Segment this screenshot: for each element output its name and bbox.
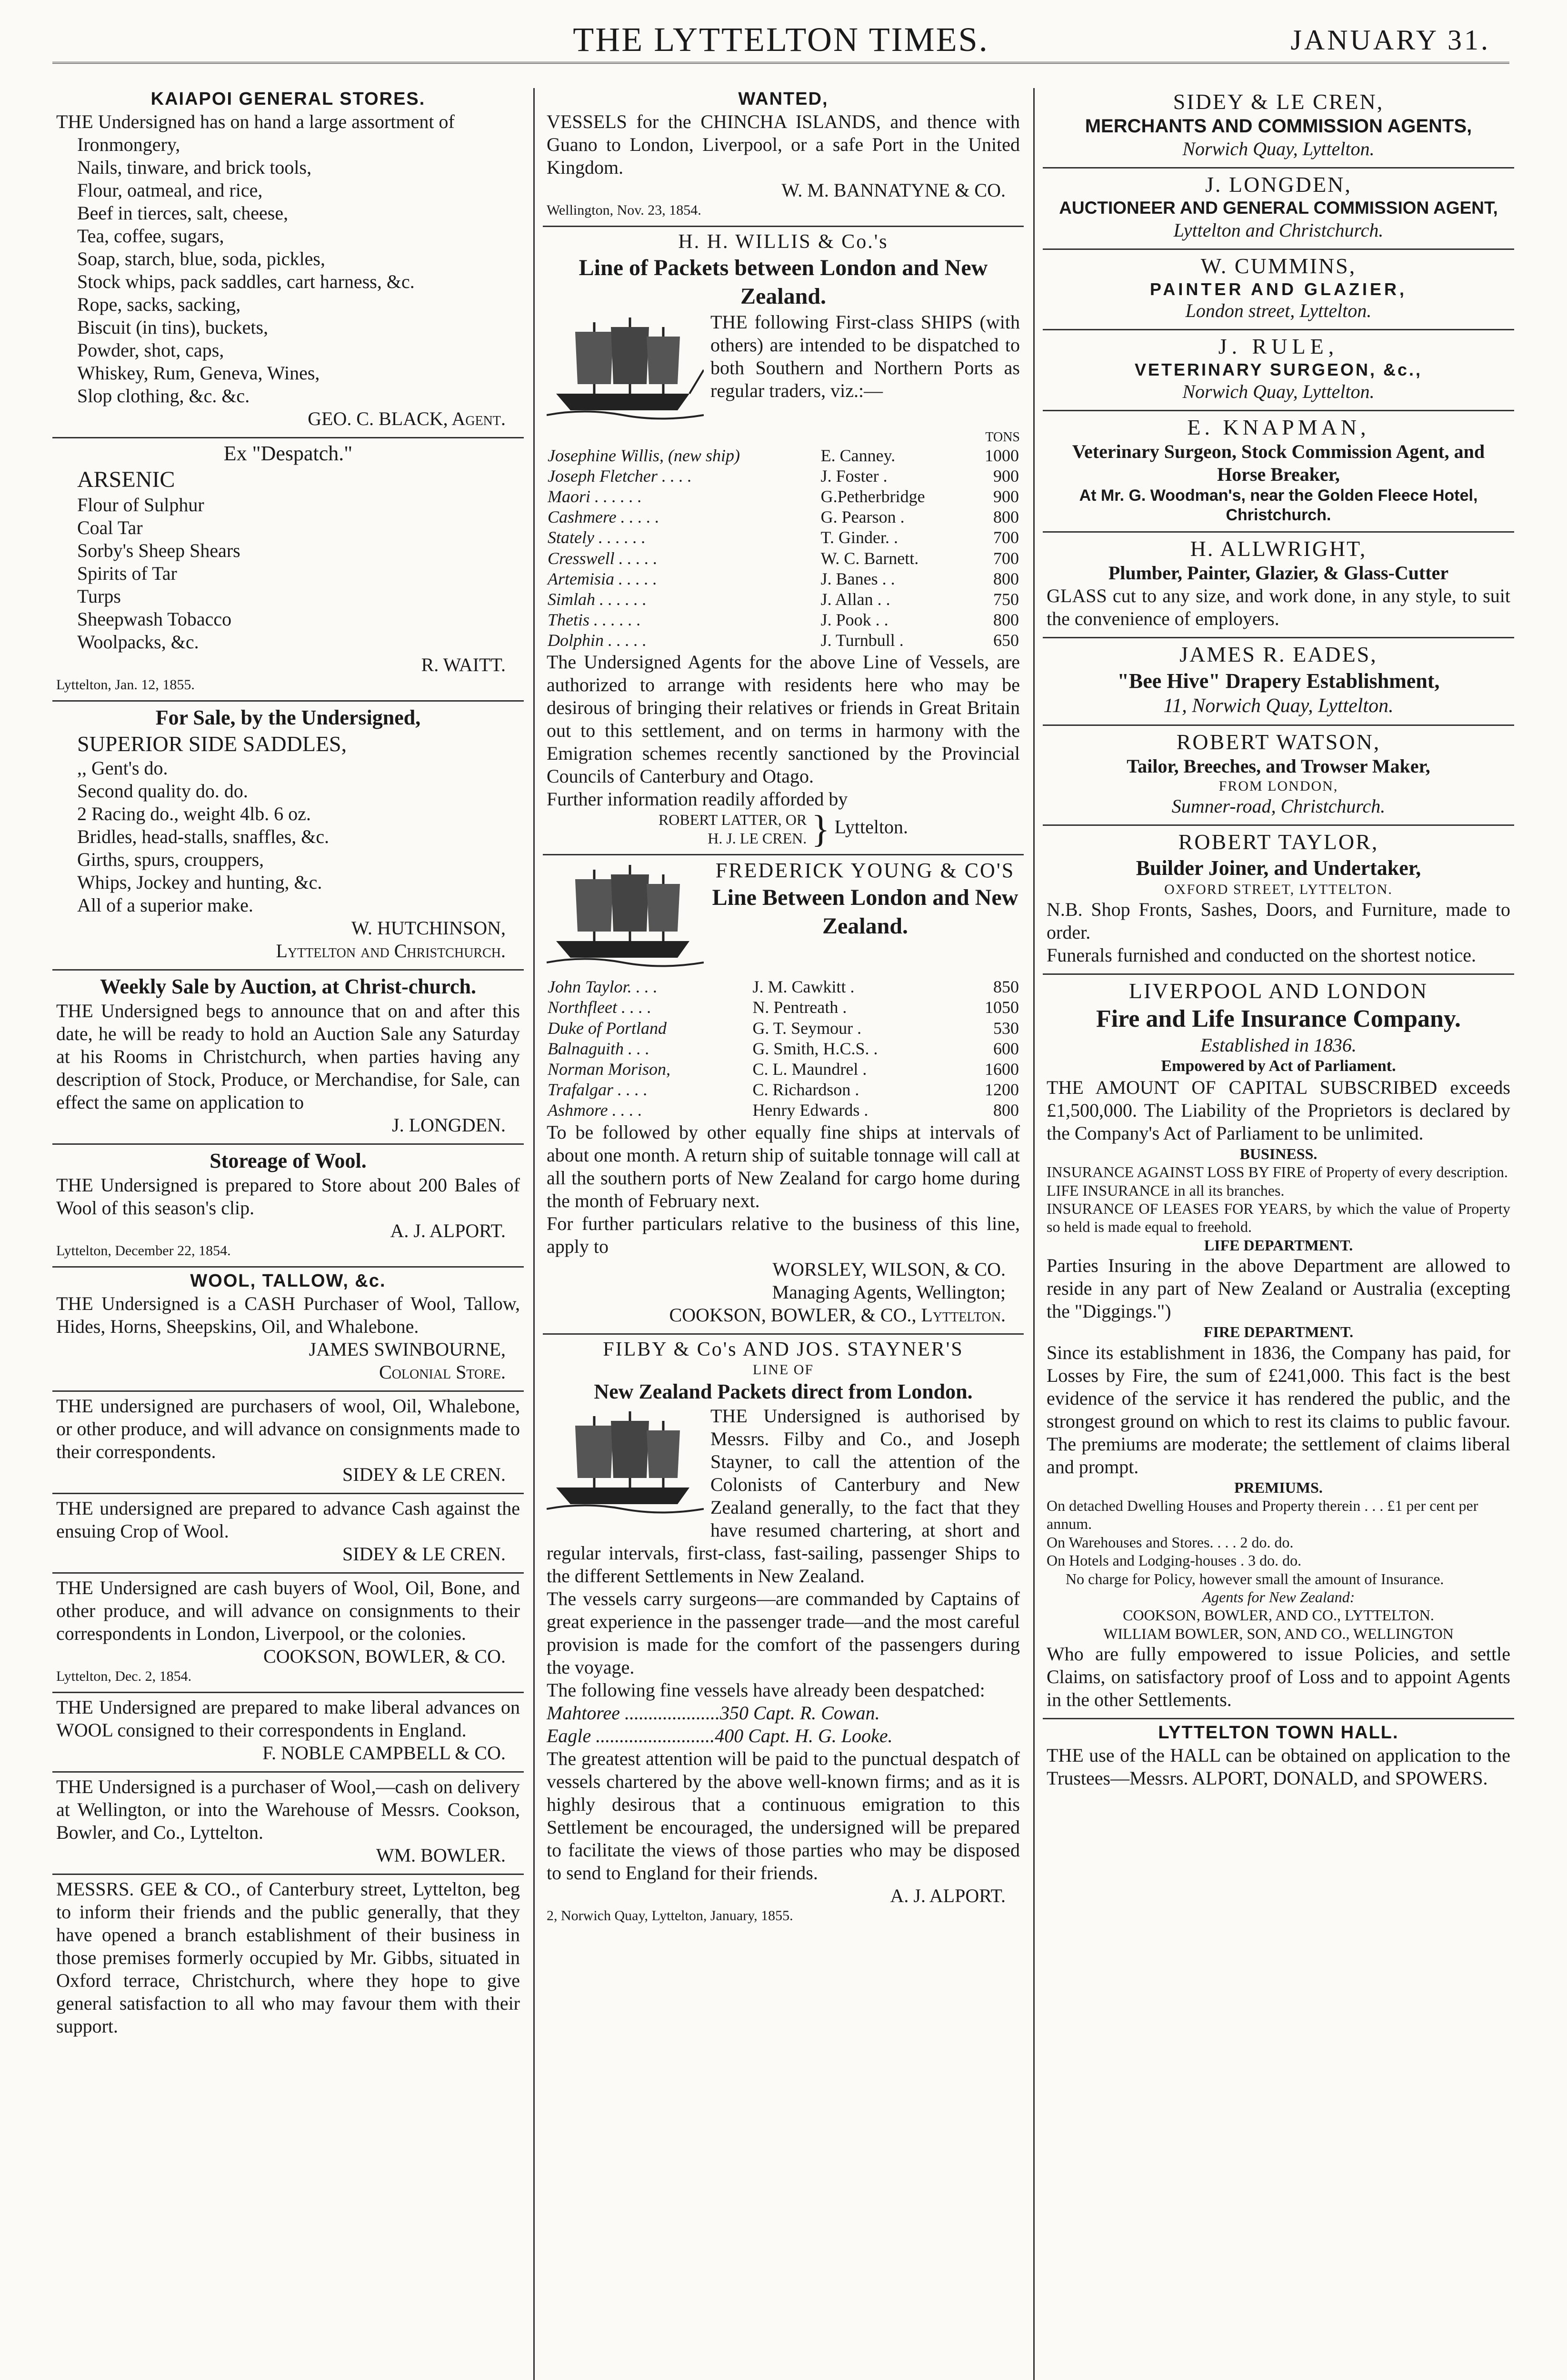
ad-eades xyxy=(1043,638,1514,726)
business-address: London street, Lyttelton. xyxy=(1185,300,1372,322)
ad-body: THE Undersigned are prepared to make liberal advances on WOOL consigned to their correspondents in England. xyxy=(56,1696,520,1741)
ship-name: Stately . . . . . . xyxy=(548,528,646,547)
ship-tons: 900 xyxy=(993,466,1019,486)
ad-body: The Undersigned Agents for the above Line of Vessels, are authorized to arrange with residents here who may be desirous of bringing their relatives or friends in Great Britain out to this settlement, and on terms in harmony with the Emigration schemes recently sanctioned by the Provincial Councils of Canterbury and Otago. xyxy=(547,651,1020,787)
list-item: Ironmongery, xyxy=(77,133,180,155)
ad-heading: KAIAPOI GENERAL STORES. xyxy=(150,89,426,109)
ad-cummins xyxy=(1043,250,1514,330)
ship-name: Balnaguith . . . xyxy=(548,1039,649,1058)
ad-filby-stayner xyxy=(543,1335,1024,1931)
list-item: Whips, Jockey and hunting, &c. xyxy=(77,872,322,893)
masthead-rule xyxy=(52,62,1509,64)
ship-master: G.Petherbridge xyxy=(820,486,925,506)
list-item: Second quality do. do. xyxy=(77,780,248,802)
ad-subheading: New Zealand Packets direct from London. xyxy=(594,1379,973,1403)
ad-signature: COOKSON, BOWLER, & CO. xyxy=(263,1645,506,1667)
ship-master: J. Turnbull . xyxy=(820,631,904,650)
ad-heading: Ex "Despatch." xyxy=(223,441,353,465)
ad-wool-tallow xyxy=(52,1268,524,1392)
ad-body: INSURANCE OF LEASES FOR YEARS, by which the value of Property so held is made equal to freehold. xyxy=(1047,1200,1510,1236)
list-item: Biscuit (in tins), buckets, xyxy=(77,316,269,338)
ad-body: THE Undersigned is a CASH Purchaser of Wool, Tallow, Hides, Horns, Sheepskins, Oil, and Whalebone. xyxy=(56,1292,520,1337)
ad-signature: W. HUTCHINSON, xyxy=(351,917,506,939)
ship-master: G. Smith, H.C.S. . xyxy=(752,1039,878,1058)
list-item: ARSENIC xyxy=(77,467,175,493)
ad-signature: Managing Agents, Wellington; xyxy=(772,1281,1006,1303)
ad-signature: F. NOBLE CAMPBELL & CO. xyxy=(262,1742,506,1764)
ship-name: Artemisia . . . . . xyxy=(548,569,657,588)
ship-master: G. Pearson . xyxy=(820,507,905,527)
ad-auction xyxy=(52,971,524,1145)
list-item: Rope, sacks, sacking, xyxy=(77,293,241,315)
ad-heading: Storeage of Wool. xyxy=(210,1149,367,1173)
ship-table xyxy=(547,977,1020,1121)
ad-kaiapoi-stores xyxy=(52,86,524,438)
business-trade: Plumber, Painter, Glazier, & Glass-Cutter xyxy=(1108,562,1449,584)
ad-rule xyxy=(1043,330,1514,411)
business-name: J. LONGDEN, xyxy=(1205,172,1352,197)
ad-subheading: Line Between London and New Zealand. xyxy=(712,885,1018,939)
premium-note: No charge for Policy, however small the amount of Insurance. xyxy=(1066,1570,1444,1587)
business-trade: PAINTER AND GLAZIER, xyxy=(1150,279,1407,299)
ad-watson xyxy=(1043,726,1514,826)
ship-name: Northfleet . . . . xyxy=(548,998,651,1017)
ad-willis-line xyxy=(543,227,1024,856)
ad-wanted-vessels xyxy=(543,86,1024,227)
ad-body: THE Undersigned is authorised by Messrs. Filby and Co., and Joseph Stayner, to call the attention of the Colonists of Canterbury and New Zealand generally, to the fact that they have resumed chartering, at short and regular intervals, first-class, fast-sailing, passenger Ships to the different Settlements in New Zealand. xyxy=(547,1405,1020,1587)
business-trade: VETERINARY SURGEON, &c., xyxy=(1134,360,1423,380)
list-item: 2 Racing do., weight 4lb. 6 oz. xyxy=(77,803,311,825)
table-row xyxy=(547,486,1020,507)
table-row xyxy=(547,569,1020,589)
ad-knapman xyxy=(1043,411,1514,533)
list-item: Stock whips, pack saddles, cart harness, &c. xyxy=(77,270,415,292)
ad-cookson-buyers xyxy=(52,1574,524,1693)
ship-tons: 800 xyxy=(993,569,1019,588)
ship-master: C. Richardson . xyxy=(752,1080,859,1100)
ad-insurance xyxy=(1043,975,1514,1719)
list-item: Soap, starch, blue, soda, pickles, xyxy=(77,248,325,269)
ad-young-line xyxy=(543,855,1024,1334)
premium-row: On Warehouses and Stores. . . . 2 do. do. xyxy=(1047,1533,1294,1551)
table-row xyxy=(547,589,1020,610)
ship-tons: 850 xyxy=(993,977,1019,997)
ship-tons: 800 xyxy=(993,1101,1019,1120)
ad-heading: LIVERPOOL AND LONDON xyxy=(1128,979,1428,1003)
business-name: SIDEY & LE CREN, xyxy=(1173,89,1384,114)
ad-signature: GEO. C. BLACK, Agent. xyxy=(308,407,506,429)
business-trade: Veterinary Surgeon, Stock Commission Agent, and Horse Breaker, xyxy=(1072,440,1485,485)
list-item: Spirits of Tar xyxy=(77,562,177,584)
ad-gee xyxy=(52,1875,524,2044)
ad-body: VESSELS for the CHINCHA ISLANDS, and thence with Guano to London, Liverpool, or a safe Port in the United Kingdom. xyxy=(547,110,1020,178)
ad-subheading: LINE OF xyxy=(752,1361,814,1378)
ad-body: Who are fully empowered to issue Policies, and settle Claims, on satisfactory proof of Loss and to appoint Agents in the other Settlements. xyxy=(1047,1643,1510,1711)
table-row xyxy=(547,548,1020,569)
column-1 xyxy=(52,86,524,2380)
list-item: Coal Tar xyxy=(77,516,143,538)
ad-heading: FILBY & Co's AND JOS. STAYNER'S xyxy=(603,1338,964,1360)
list-item: All of a superior make. xyxy=(77,894,253,916)
ad-body: THE Undersigned is prepared to Store about 200 Bales of Wool of this season's clip. xyxy=(56,1174,520,1219)
ad-body: The vessels carry surgeons—are commanded by Captains of great experience in the passenger trade—and the most careful provision is made for the comfort of the passengers during the voyage. xyxy=(547,1587,1020,1678)
ad-bowler xyxy=(52,1773,524,1875)
ship-table xyxy=(547,446,1020,651)
table-row xyxy=(547,1018,1020,1039)
ship-name: Cresswell . . . . . xyxy=(548,548,658,568)
ad-signature-place: Lyttelton and Christchurch. xyxy=(276,940,506,962)
ship-master: J. Pook . . xyxy=(820,610,888,630)
ad-body: THE use of the HALL can be obtained on application to the Trustees—Messrs. ALPORT, DONALD, and SPOWERS. xyxy=(1047,1744,1510,1789)
ad-heading: Weekly Sale by Auction, at Christ-church. xyxy=(100,975,476,999)
ad-signature: J. LONGDEN. xyxy=(392,1114,506,1136)
ship-tons: 1200 xyxy=(985,1080,1019,1100)
list-item: Nails, tinware, and brick tools, xyxy=(77,156,312,178)
ship-name: Norman Morison, xyxy=(548,1059,671,1079)
business-address: Norwich Quay, Lyttelton. xyxy=(1182,138,1375,160)
agents-block xyxy=(547,808,1020,850)
business-name: ROBERT WATSON, xyxy=(1176,730,1381,754)
business-address: At Mr. G. Woodman's, near the Golden Fleece Hotel, Christchurch. xyxy=(1079,486,1478,524)
agent-name: WILLIAM BOWLER, SON, AND CO., WELLINGTON xyxy=(1103,1625,1454,1642)
ad-body: THE Undersigned has on hand a large assortment of xyxy=(56,110,455,132)
ship-tons: 530 xyxy=(993,1018,1019,1038)
ship-tons: 1600 xyxy=(985,1059,1019,1079)
ad-heading: WANTED, xyxy=(738,89,828,109)
premium-rate: £1 per cent per annum. xyxy=(1047,1497,1478,1533)
business-address: Sumner-road, Christchurch. xyxy=(1171,795,1386,817)
list-item: Powder, shot, caps, xyxy=(77,339,224,361)
ship-master: J. Allan . . xyxy=(820,589,890,609)
ad-body: THE Undersigned is a purchaser of Wool,—cash on delivery at Wellington, or into the Warehouse of Messrs. Cookson, Bowler, and Co., Lyttelton. xyxy=(56,1775,520,1843)
ship-tons: 800 xyxy=(993,507,1019,527)
business-name: JAMES R. EADES, xyxy=(1179,642,1377,667)
agent-name: ROBERT LATTER, OR xyxy=(658,811,807,829)
list-item: Girths, spurs, crouppers, xyxy=(77,849,264,871)
ship-name: Thetis . . . . . . xyxy=(548,610,641,630)
ship-name: Josephine Willis, (new ship) xyxy=(548,446,740,465)
list-item: Flour of Sulphur xyxy=(77,494,204,516)
ad-dateline: Lyttelton, December 22, 1854. xyxy=(56,1243,231,1259)
ad-body: To be followed by other equally fine ships at intervals of about one month. A return ship of suitable tonnage will call at all the southern ports of New Zealand for cargo home during the month of February next. xyxy=(547,1121,1020,1211)
agent-name: H. J. LE CREN. xyxy=(708,829,807,847)
ad-body: THE undersigned are prepared to advance Cash against the ensuing Crop of Wool. xyxy=(56,1497,520,1542)
ad-subheading: Line of Packets between London and New Zealand. xyxy=(579,255,988,309)
ad-signature: WM. BOWLER. xyxy=(376,1844,506,1866)
list-item: Sorby's Sheep Shears xyxy=(77,539,240,561)
ad-body: MESSRS. GEE & CO., of Canterbury street, Lyttelton, beg to inform their friends and the public generally, that they have opened a branch establishment of their business in those premises formerly occupied by Mr. Gibbs, situated in Oxford terrace, Christchurch, where they hope to give general satisfaction to all who may favour them with their support. xyxy=(56,1878,520,2037)
ship-master: J. Banes . . xyxy=(820,569,895,588)
list-item: SUPERIOR SIDE SADDLES, xyxy=(77,731,347,756)
table-row xyxy=(547,527,1020,548)
ad-body: Further information readily afforded by xyxy=(547,788,848,810)
tons-label: TONS xyxy=(985,429,1020,445)
table-row xyxy=(547,977,1020,997)
business-address: Lyttelton and Christchurch. xyxy=(1173,219,1384,241)
business-name: W. CUMMINS, xyxy=(1200,253,1357,278)
ad-taylor xyxy=(1043,826,1514,975)
ad-body: The following fine vessels have already been despatched: xyxy=(547,1679,985,1701)
table-row xyxy=(547,466,1020,486)
ship-tons: 650 xyxy=(993,631,1019,650)
table-row xyxy=(547,630,1020,651)
ship-master: E. Canney. xyxy=(820,446,896,465)
ad-heading: FREDERICK YOUNG & CO'S xyxy=(715,859,1015,883)
empowered-line: Empowered by Act of Parliament. xyxy=(1161,1057,1396,1075)
ship-name: Dolphin . . . . . xyxy=(548,631,647,650)
business-address: 11, Norwich Quay, Lyttelton. xyxy=(1163,694,1394,717)
business-origin: FROM LONDON, xyxy=(1218,778,1338,794)
agent-name: COOKSON, BOWLER, AND CO., LYTTELTON. xyxy=(1123,1606,1434,1624)
ad-body: Parties Insuring in the above Department are allowed to reside in any part of New Zealand or Australia (excepting the "Diggings.") xyxy=(1047,1255,1510,1322)
item-list xyxy=(56,133,520,407)
column-2 xyxy=(543,86,1024,2380)
ship-tons: 800 xyxy=(993,610,1019,630)
brace-glyph: } xyxy=(811,808,830,850)
ship-entry: Eagle .........................400 Capt. H. G. Looke. xyxy=(547,1725,893,1746)
section-label: LIFE DEPARTMENT. xyxy=(1204,1236,1353,1254)
ship-entry: Mahtoree ....................350 Capt. R. Cowan. xyxy=(547,1702,880,1724)
ship-name: Cashmere . . . . . xyxy=(548,507,659,527)
ad-body: THE AMOUNT OF CAPITAL SUBSCRIBED exceeds £1,500,000. The Liability of the Proprietors is declared by the Company's Act of Parliament to be unlimited. xyxy=(1047,1076,1510,1144)
ship-master: J. M. Cawkitt . xyxy=(752,977,855,997)
agents-place: Lyttelton. xyxy=(834,816,908,838)
business-trade: MERCHANTS AND COMMISSION AGENTS, xyxy=(1085,116,1472,137)
ad-signature: JAMES SWINBOURNE, xyxy=(309,1338,506,1360)
sailing-ship-icon xyxy=(547,1407,704,1521)
table-row xyxy=(547,446,1020,466)
ad-body: For further particulars relative to the business of this line, apply to xyxy=(547,1212,1020,1257)
business-name: H. ALLWRIGHT, xyxy=(1190,536,1367,561)
agents-label: Agents for New Zealand: xyxy=(1202,1588,1355,1606)
issue-date: JANUARY 31. xyxy=(1290,24,1490,56)
business-trade: Builder Joiner, and Undertaker, xyxy=(1136,856,1421,880)
ship-tons: 700 xyxy=(993,548,1019,568)
ship-tons: 700 xyxy=(993,528,1019,547)
ship-name: Duke of Portland xyxy=(548,1018,667,1038)
list-item: Bridles, head-stalls, snaffles, &c. xyxy=(77,826,329,848)
ad-signature: WORSLEY, WILSON, & CO. xyxy=(772,1258,1006,1280)
table-row xyxy=(547,1059,1020,1080)
section-label: PREMIUMS. xyxy=(1234,1478,1323,1496)
ad-body: GLASS cut to any size, and work done, in any style, to suit the convenience of employers. xyxy=(1047,585,1510,630)
premium-row: On Hotels and Lodging-houses . 3 do. do. xyxy=(1047,1552,1302,1569)
business-trade: Tailor, Breeches, and Trowser Maker, xyxy=(1127,755,1430,777)
ad-dateline: Lyttelton, Dec. 2, 1854. xyxy=(56,1668,192,1684)
ship-tons: 1050 xyxy=(985,998,1019,1017)
ad-heading: LYTTELTON TOWN HALL. xyxy=(1158,1723,1399,1743)
business-name: J. RULE, xyxy=(1218,334,1339,359)
ship-tons: 750 xyxy=(993,589,1019,609)
list-item: Turps xyxy=(77,585,121,607)
ship-tons: 900 xyxy=(993,486,1019,506)
ad-body: LIFE INSURANCE in all its branches. xyxy=(1047,1181,1285,1199)
business-trade: AUCTIONEER AND GENERAL COMMISSION AGENT, xyxy=(1059,198,1498,218)
ship-tons: 1000 xyxy=(985,446,1019,465)
ad-body: Since its establishment in 1836, the Company has paid, for Losses by Fire, the sum of £241,000. This fact is the best evidence of the service it has rendered the public, and the strongest ground on which to rest its claims to public favour. The premiums are moderate; the settlement of claims liberal and prompt. xyxy=(1047,1341,1510,1478)
ad-storeage xyxy=(52,1145,524,1268)
business-address: OXFORD STREET, LYTTELTON. xyxy=(1164,882,1393,898)
ad-signature: COOKSON, BOWLER, & CO., Lyttelton. xyxy=(669,1304,1006,1326)
ship-master: C. L. Maundrel . xyxy=(752,1059,867,1079)
ship-master: T. Ginder. . xyxy=(820,528,898,547)
ad-signature: R. WAITT. xyxy=(421,654,506,675)
ship-name: Trafalgar . . . . xyxy=(548,1080,648,1100)
ad-allwright xyxy=(1043,533,1514,638)
business-address: Norwich Quay, Lyttelton. xyxy=(1182,380,1375,402)
column-divider xyxy=(533,88,535,2380)
ad-saddles xyxy=(52,702,524,971)
ad-heading: H. H. WILLIS & Co.'s xyxy=(678,230,888,253)
ad-signature: A. J. ALPORT. xyxy=(390,1220,506,1242)
list-item: Sheepwash Tobacco xyxy=(77,608,232,630)
column-3 xyxy=(1043,86,1514,2380)
ad-body: INSURANCE AGAINST LOSS BY FIRE of Property of every description. xyxy=(1047,1163,1508,1181)
ad-body: THE Undersigned begs to announce that on and after this date, he will be ready to hold an Auction Sale any Saturday at his Rooms in Christchurch, when parties having any description of Stock, Produce, or Merchandise, for Sale, can effect the same on application to xyxy=(56,1000,520,1113)
table-row xyxy=(547,1039,1020,1059)
business-trade: "Bee Hive" Drapery Establishment, xyxy=(1117,669,1440,693)
ad-sidey-le-cren xyxy=(1043,86,1514,169)
ship-tons: 600 xyxy=(993,1039,1019,1058)
table-row xyxy=(547,610,1020,630)
column-divider xyxy=(1033,88,1035,2380)
list-item: Whiskey, Rum, Geneva, Wines, xyxy=(77,362,320,384)
ad-dateline: Wellington, Nov. 23, 1854. xyxy=(547,202,701,218)
ad-signature: A. J. ALPORT. xyxy=(890,1884,1006,1906)
ship-name: John Taylor. . . . xyxy=(548,977,658,997)
ad-subheading: Fire and Life Insurance Company. xyxy=(1096,1005,1461,1032)
table-row xyxy=(547,1100,1020,1121)
ad-signature: W. M. BANNATYNE & CO. xyxy=(781,179,1006,201)
ship-master: Henry Edwards . xyxy=(752,1101,868,1120)
ad-body: THE undersigned are purchasers of wool, Oil, Whalebone, or other produce, and will advance on consignments made to their correspondents. xyxy=(56,1395,520,1462)
ad-signature-place: Colonial Store. xyxy=(379,1361,506,1383)
agents-names xyxy=(659,811,807,847)
ship-name: Maori . . . . . . xyxy=(548,486,642,506)
newspaper-title: THE LYTTELTON TIMES. xyxy=(573,20,989,59)
ad-sidey-advance xyxy=(52,1494,524,1574)
ad-despatch xyxy=(52,438,524,702)
table-row xyxy=(547,1080,1020,1100)
list-item: Woolpacks, &c. xyxy=(77,631,199,653)
ship-master: G. T. Seymour . xyxy=(752,1018,862,1038)
ad-sidey-purchasers xyxy=(52,1392,524,1494)
business-name: ROBERT TAYLOR, xyxy=(1178,830,1379,854)
business-name: E. KNAPMAN, xyxy=(1187,415,1370,439)
table-row xyxy=(547,507,1020,527)
masthead xyxy=(52,19,1509,60)
section-label: BUSINESS. xyxy=(1239,1145,1317,1162)
ship-name: Ashmore . . . . xyxy=(548,1101,642,1120)
ship-name: Simlah . . . . . . xyxy=(548,589,647,609)
ad-dateline: Lyttelton, Jan. 12, 1855. xyxy=(56,676,195,693)
ad-body: Funerals furnished and conducted on the shortest notice. xyxy=(1047,944,1476,966)
ad-heading: For Sale, by the Undersigned, xyxy=(155,705,421,729)
ship-master: W. C. Barnett. xyxy=(820,548,919,568)
sailing-ship-icon xyxy=(547,860,704,975)
ad-body: THE Undersigned are cash buyers of Wool, Oil, Bone, and other produce, and will advance on consignments to their correspondents in London, Liverpool, or the colonies. xyxy=(56,1577,520,1644)
ad-longden xyxy=(1043,169,1514,250)
ad-dateline: 2, Norwich Quay, Lyttelton, January, 1855. xyxy=(547,1907,793,1924)
premium-row xyxy=(1047,1497,1510,1533)
ad-town-hall xyxy=(1043,1719,1514,1796)
list-item: Flour, oatmeal, and rice, xyxy=(77,179,263,201)
ship-master: N. Pentreath . xyxy=(752,998,847,1017)
list-item: ,, Gent's do. xyxy=(77,757,168,779)
premium-desc: On detached Dwelling Houses and Property therein . . . xyxy=(1047,1497,1384,1514)
ad-body: The greatest attention will be paid to the punctual despatch of vessels chartered by the above well-known firms; and as it is highly desirous that a continuous emigration to this Settlement be encouraged, the undersigned will be prepared to facilitate the views of those parties who may be disposed to send to England for their friends. xyxy=(547,1747,1020,1884)
ad-body: N.B. Shop Fronts, Sashes, Doors, and Furniture, made to order. xyxy=(1047,899,1510,943)
ad-signature: SIDEY & LE CREN. xyxy=(342,1543,506,1565)
list-item: Tea, coffee, sugars, xyxy=(77,225,224,247)
list-item: Beef in tierces, salt, cheese, xyxy=(77,202,289,224)
ad-heading: WOOL, TALLOW, &c. xyxy=(190,1271,386,1291)
section-label: FIRE DEPARTMENT. xyxy=(1203,1323,1354,1341)
list-item: Slop clothing, &c. &c. xyxy=(77,385,250,407)
ad-body: THE following First-class SHIPS (with others) are intended to be dispatched to both Southern and Northern Ports as regular traders, viz.:— xyxy=(710,311,1020,401)
ship-master: J. Foster . xyxy=(820,466,888,486)
ship-name: Joseph Fletcher . . . . xyxy=(548,466,692,486)
ad-signature: SIDEY & LE CREN. xyxy=(342,1463,506,1485)
sailing-ship-icon xyxy=(547,313,704,427)
established-line: Established in 1836. xyxy=(1200,1034,1357,1056)
ad-campbell xyxy=(52,1693,524,1773)
table-row xyxy=(547,997,1020,1018)
